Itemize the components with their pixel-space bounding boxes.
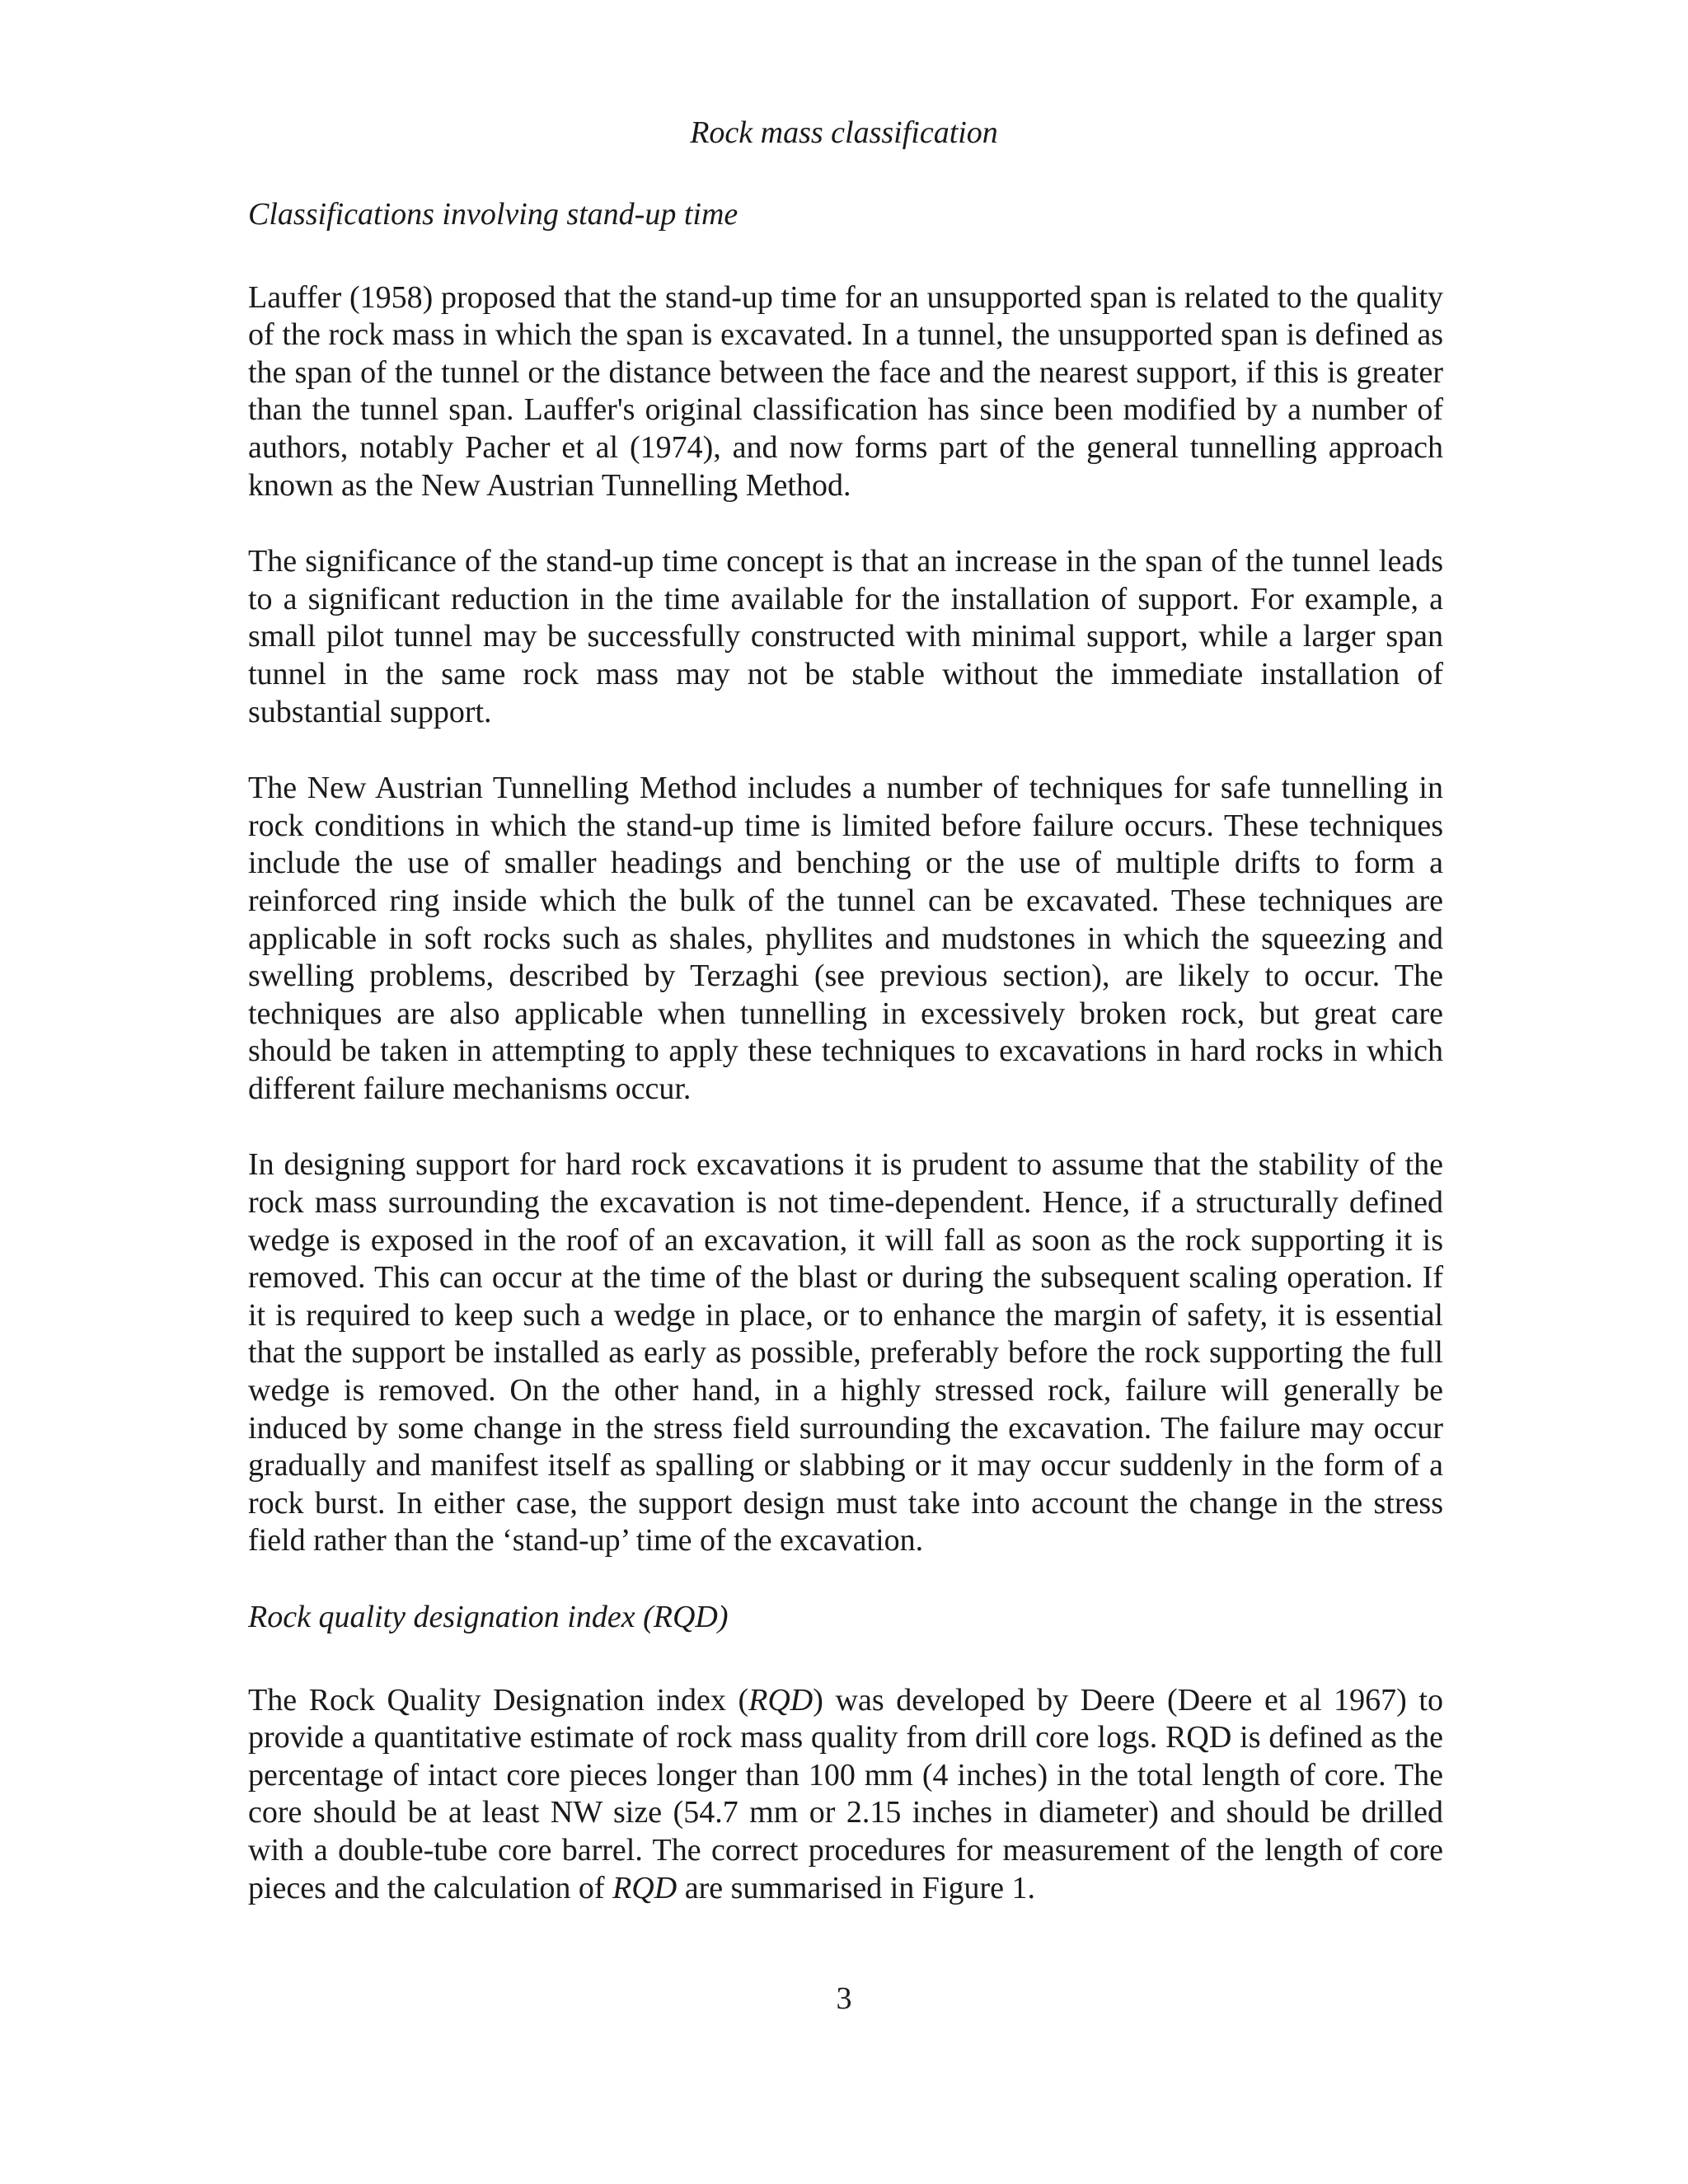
section-heading-standup-time: Classifications involving stand-up time [248,197,738,232]
paragraph-natm: The New Austrian Tunnelling Method includes a number of techniques for safe tunnelling in rock conditions in which the stand-up time is limited before failure occurs. These techniques include the use of smaller headings and benching or the use of multiple drifts to form a reinforced ring inside which the bulk of the tunnel can be excavated. These techniques are applicable in soft rocks such as shales, phyllites and mudstones in which the squeezing and swelling problems, described by Terzaghi (see previous section), are likely to occur. The techniques are also applicable when tunnelling in excessively broken rock, but great care should be taken in attempting to apply these techniques to excavations in hard rocks in which different failure mechanisms occur. [248,771,1443,1106]
paragraph-rqd [248,1682,1443,1908]
rqd-text-a: The Rock Quality Designation index ( [248,1682,749,1718]
rqd-term-1: RQD [748,1682,814,1718]
rqd-text-b: ) was developed by Deere (Deere et al 1967) to provide a quantitative estimate of rock mass quality from drill core logs. RQD is defined as the percentage of intact core pieces longer than 100 mm (4 inches) in the total length of core. The core should be at least NW size (54.7 mm or 2.15 inches in diameter) and should be drilled with a double-tube core barrel. The correct procedures for measurement of the length of core pieces and the calculation of [248,1682,1443,1905]
running-head: Rock mass classification [690,115,998,150]
rqd-text-c: are summarised in Figure 1. [677,1870,1035,1905]
paragraph-significance: The significance of the stand-up time concept is that an increase in the span of the tunnel leads to a significant reduction in the time available for the installation of support. For example, a small pilot tunnel may be successfully constructed with minimal support, while a larger span tunnel in the same rock mass may not be stable without the immediate installation of substantial support. [248,544,1443,729]
paragraph-lauffer: Lauffer (1958) proposed that the stand-up time for an unsupported span is related to the quality of the rock mass in which the span is excavated. In a tunnel, the unsupported span is defined as the span of the tunnel or the distance between the face and the nearest support, if this is greater than the tunnel span. Lauffer's original classification has since been modified by a number of authors, notably Pacher et al (1974), and now forms part of the general tunnelling approach known as the New Austrian Tunnelling Method. [248,279,1443,503]
page-number: 3 [836,1981,852,2016]
section-heading-rqd: Rock quality designation index (RQD) [248,1600,729,1634]
paragraph-hard-rock: In designing support for hard rock excavations it is prudent to assume that the stability of the rock mass surrounding the excavation is not time-dependent. Hence, if a structurally defined wedge is exposed in the roof of an excavation, it will fall as soon as the rock supporting it is removed. This can occur at the time of the blast or during the subsequent scaling operation. If it is required to keep such a wedge in place, or to enhance the margin of safety, it is essential that the support be installed as early as possible, preferably before the rock supporting the full wedge is removed. On the other hand, in a highly stressed rock, failure will generally be induced by some change in the stress field surrounding the excavation. The failure may occur gradually and manifest itself as spalling or slabbing or it may occur suddenly in the form of a rock burst. In either case, the support design must take into account the change in the stress field rather than the ‘stand-up’ time of the excavation. [248,1147,1443,1558]
body-text [248,196,1443,1907]
rqd-term-2: RQD [612,1870,678,1905]
